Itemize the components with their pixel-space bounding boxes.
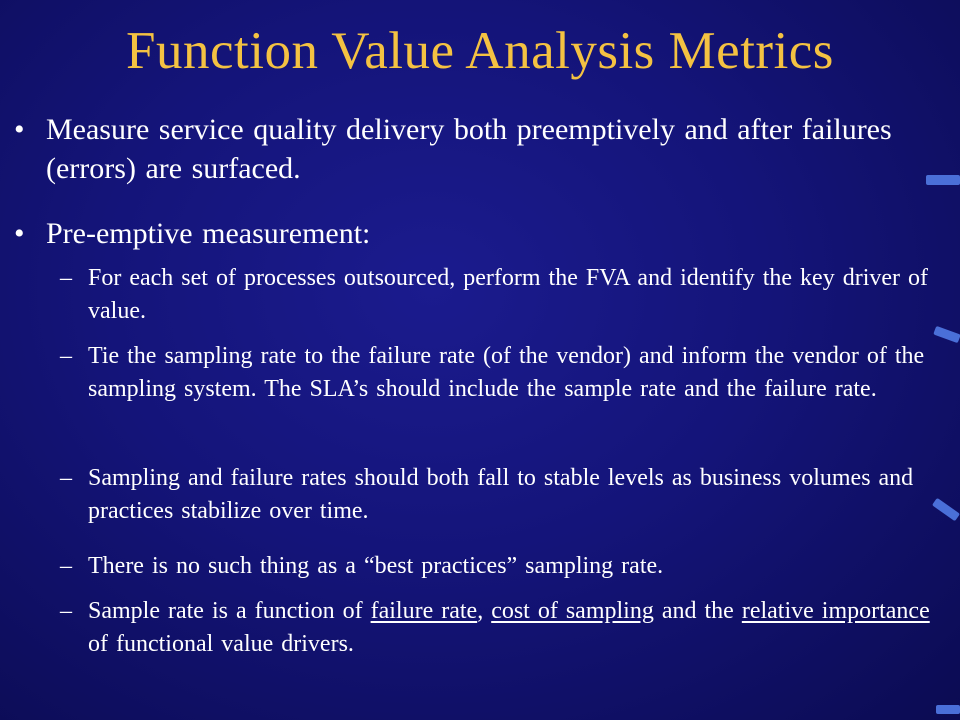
dash-icon: – <box>60 553 72 579</box>
sub-bullet-text: Sampling and failure rates should both fall to stable levels as business volumes and practices stabilize over time. <box>88 465 914 524</box>
sub-bullet-text: For each set of processes outsourced, perform the FVA and identify the key driver of value. <box>88 265 929 324</box>
bullet-item <box>14 214 906 253</box>
sub-bullet-text-part: Sample rate is a function of <box>88 598 371 624</box>
sub-bullet-item <box>60 550 938 583</box>
dash-icon: – <box>60 343 72 369</box>
sub-bullet-item <box>60 262 938 328</box>
bullet-item <box>14 110 906 188</box>
dash-icon: – <box>60 598 72 624</box>
sub-bullet-text-part: of functional value drivers. <box>88 631 354 657</box>
decorative-bar <box>936 705 960 714</box>
sub-bullet-text: Tie the sampling rate to the failure rate (of the vendor) and inform the vendor of the sampling system. The SLA’s should include the sample rate and the failure rate. <box>88 343 925 402</box>
bullet-icon: • <box>14 217 25 250</box>
sub-bullet-item <box>60 595 938 661</box>
sub-bullet-text: There is no such thing as a “best practices” sampling rate. <box>88 553 664 579</box>
decorative-bar <box>926 175 960 185</box>
bullet-icon: • <box>14 113 25 146</box>
underlined-term: failure rate <box>370 598 478 624</box>
dash-icon: – <box>60 265 72 291</box>
underlined-term: relative importance <box>741 598 930 624</box>
sub-bullet-item <box>60 340 938 406</box>
bullet-text: Pre-emptive measurement: <box>46 217 371 250</box>
sub-bullet-item <box>60 462 938 528</box>
underlined-term: cost of sampling <box>491 598 654 624</box>
slide-title: Function Value Analysis Metrics <box>126 22 834 80</box>
bullet-text: Measure service quality delivery both preemptively and after failures (errors) are surfaced. <box>46 113 892 185</box>
sub-bullet-text-part: , <box>477 598 492 624</box>
dash-icon: – <box>60 465 72 491</box>
sub-bullet-text-part: and the <box>653 598 742 624</box>
